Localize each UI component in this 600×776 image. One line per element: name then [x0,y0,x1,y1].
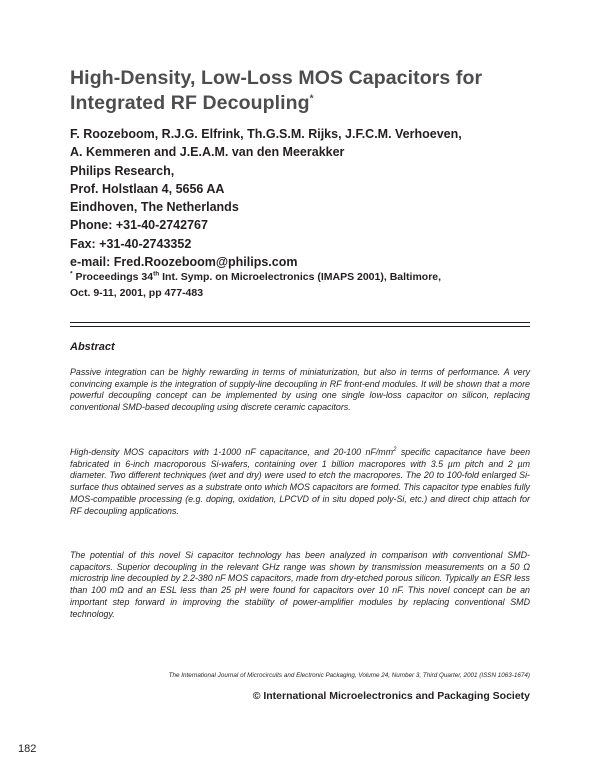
title-line-2-text: Integrated RF Decoupling [70,92,310,114]
affiliation: Philips Research, [70,163,175,178]
footnote-marker: * [70,270,73,278]
author-names-line-2: A. Kemmeren and J.E.A.M. van den Meerakker [70,145,345,160]
copyright-society: © International Microelectronics and Packaging Society [252,690,530,702]
phone: Phone: +31-40-2742767 [70,218,208,233]
title-line-1: High-Density, Low-Loss MOS Capacitors for [70,67,483,89]
author-block [70,125,550,271]
paragraph-2-text-a: High-density MOS capacitors with 1-1000 nF capacitance, and 20-100 nF/mm [70,447,394,457]
footnote-text-b: Int. Symp. on Microelectronics (IMAPS 2001), Baltimore, [159,271,442,283]
email: e-mail: Fred.Roozeboom@philips.com [70,255,298,270]
title-footnote-marker: * [309,93,314,105]
paragraph-2-superscript: 2 [393,447,397,454]
fax: Fax: +31-40-2743352 [70,236,192,251]
page-number: 182 [18,743,37,755]
footnote-ordinal: th [153,270,160,278]
paragraph-2-text-b: specific capacitance have been fabricated in 6-inch macroporous Si-wafers, containing over 1 billion macropores with 3.5 µm pitch and 2 µm diameter. Two different techniques (wet and dry) were used to etch the macropores. The 20 to 100-fold enlarged Si-surface thus obtained serves as a substrate onto which MOS capacitors are formed. This capacitor type enables fully MOS-compatible processing (e.g. doping, oxidation, LPCVD of in situ doped poly-Si, etc.) and direct chip attach for RF decoupling applications. [70,447,531,516]
divider-thin [70,326,530,327]
abstract-heading: Abstract [70,341,115,353]
journal-citation: The International Journal of Microcircuits and Electronic Packaging, Volume 24, Number 3, Third Quarter, 2001 (ISSN 1063-1674) [168,672,530,679]
address-street: Prof. Holstlaan 4, 5656 AA [70,181,225,196]
title-line-2 [70,91,540,116]
footnote-text-a: Proceedings 34 [72,271,154,283]
address-city: Eindhoven, The Netherlands [70,200,239,215]
divider-thick [70,322,530,323]
abstract-paragraph-3: The potential of this novel Si capacitor technology has been analyzed in comparison with conventional SMD-capacitors. Superior decoupling in the relevant GHz range was shown by transmission measurements on a 50 Ω microstrip line decoupled by 2.2-380 nF MOS capacitors, made from dry-etched porous silicon. Typically an ESR less than 100 mΩ and an ESL less than 25 pH were found for capacitors over 10 nF. This novel concept can be an important step forward in improving the stability of power-amplifier modules by replacing conventional SMD technology. [70,550,530,619]
author-names-line-1: F. Roozeboom, R.J.G. Elfrink, Th.G.S.M. Rijks, J.F.C.M. Verhoeven, [70,127,462,141]
abstract-paragraph-1: Passive integration can be highly rewarding in terms of miniaturization, but also in terms of performance. A very convincing example is the integration of supply-line decoupling in RF front-end modules. It will be shown that a more powerful decoupling concept can be implemented by using one single low-loss capacitor on silicon, replacing conventional SMD-based decoupling using discrete ceramic capacitors. [70,367,530,413]
abstract-paragraph-2 [70,447,530,517]
footnote-line-2: Oct. 9-11, 2001, pp 477-483 [70,286,204,299]
paper-title [70,66,540,116]
footnote-line-1 [70,270,540,286]
proceedings-footnote [70,270,540,301]
